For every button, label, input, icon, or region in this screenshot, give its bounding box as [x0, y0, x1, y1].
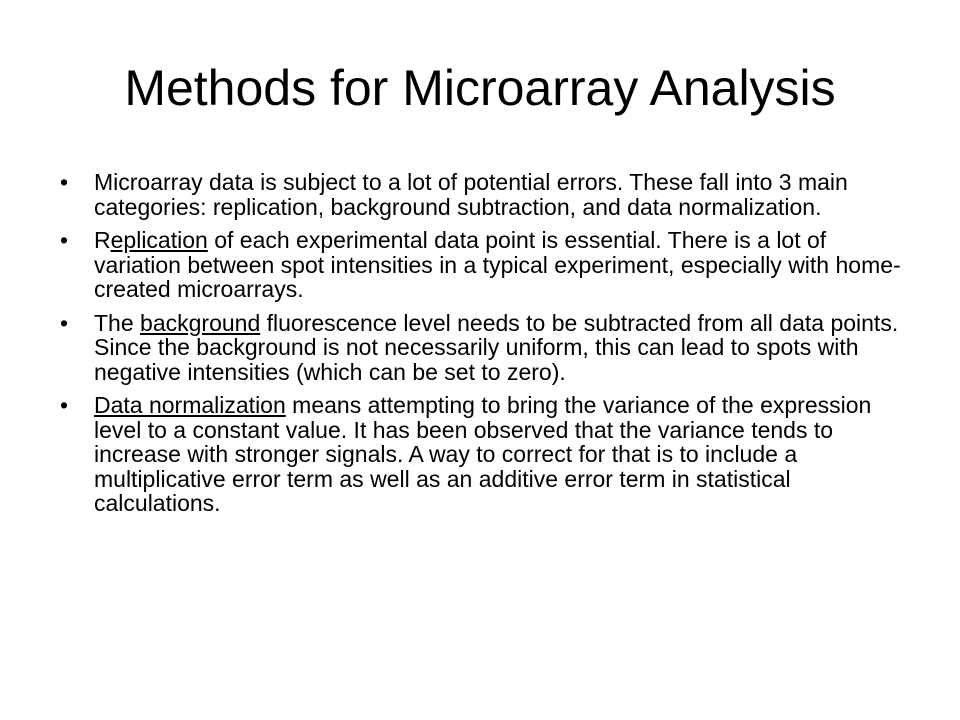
underlined-term-replication: eplication [110, 227, 208, 253]
bullet-dot-icon: • [60, 169, 69, 195]
underlined-term-data-normalization: Data normalization [94, 392, 286, 418]
bullet-text-prefix: R [94, 227, 111, 253]
bullet-item-background [60, 311, 910, 385]
bullet-dot-icon: • [60, 227, 69, 253]
bullet-dot-icon: • [60, 309, 69, 336]
bullet-dot-icon: • [60, 392, 69, 418]
bullet-item-errors [60, 170, 910, 219]
bullet-text-prefix: The [94, 309, 141, 336]
bullet-text-body: of each experimental data point is essential. There is a lot of variation between spot intensities in a typical experiment, especially with home-created microarrays. [94, 227, 901, 302]
bullet-text-body: means attempting to bring the variance of the expression level to a constant value. It has been observed that the variance tends to increase with stronger signals. A way to correct for that is to include a multiplicative error term as well as an additive error term in statistical calculations. [94, 392, 872, 516]
bullet-item-normalization [60, 393, 910, 516]
bullet-item-replication [60, 228, 910, 302]
underlined-term-background: background [140, 309, 261, 336]
slide-title: Methods for Microarray Analysis [124, 60, 836, 116]
bullet-text: Microarray data is subject to a lot of potential errors. These fall into 3 main categories: replication, background subtraction, and data normalization. [94, 169, 848, 220]
bullet-text-body: fluorescence level needs to be subtracted from all data points. Since the background is not necessarily uniform, this can lead to spots with negative intensities (which can be set to zero). [94, 309, 899, 385]
bullet-list [60, 170, 910, 525]
